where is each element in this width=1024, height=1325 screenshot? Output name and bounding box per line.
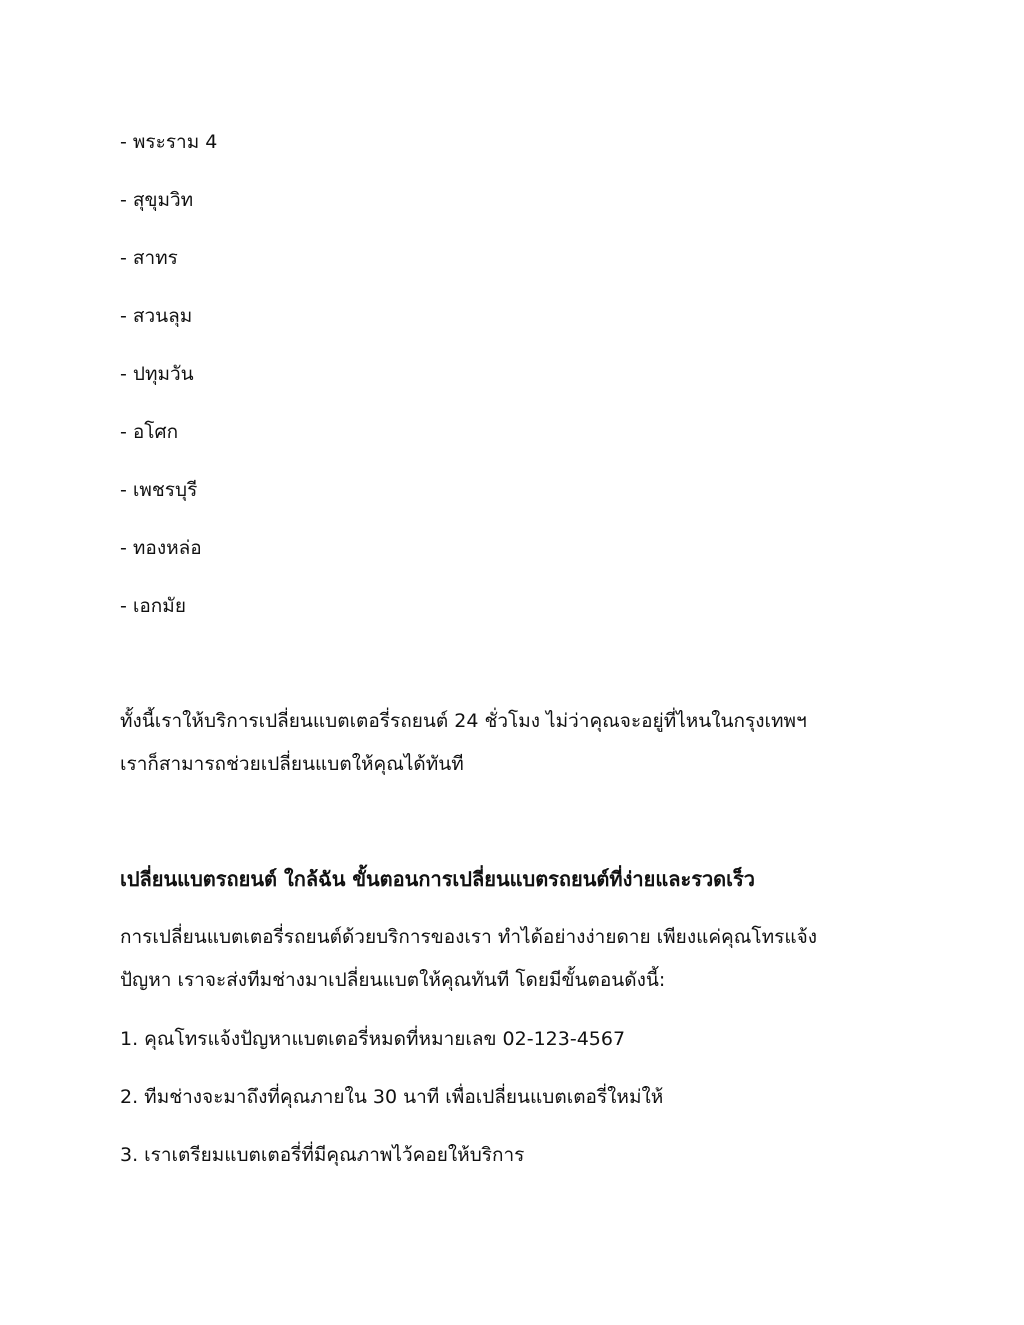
list-item-pathumwan: - ปทุมวัน (120, 363, 194, 385)
list-item-ekkamai: - เอกมัย (120, 595, 186, 617)
list-item-phetchaburi: - เพชรบุรี (120, 479, 198, 501)
section-heading: เปลี่ยนแบตรถยนต์ ใกล้ฉัน ขั้นตอนการเปลี่ยนแบตรถยนต์ที่ง่ายและรวดเร็ว (120, 867, 755, 891)
list-item-asok: - อโศก (120, 421, 179, 443)
list-item-thonglo: - ทองหล่อ (120, 537, 202, 559)
list-item-sukhumvit: - สุขุมวิท (120, 189, 194, 211)
paragraph-24h-service-line1: ทั้งนี้เราให้บริการเปลี่ยนแบตเตอรี่รถยนต์ 24 ชั่วโมง ไม่ว่าคุณจะอยู่ที่ไหนในกรุงเทพฯ (120, 710, 807, 732)
step-1: 1. คุณโทรแจ้งปัญหาแบตเตอรี่หมดที่หมายเลข 02-123-4567 (120, 1028, 626, 1050)
list-item-rama4: - พระราม 4 (120, 131, 218, 153)
paragraph-process-line2: ปัญหา เราจะส่งทีมช่างมาเปลี่ยนแบตให้คุณทันที โดยมีขั้นตอนดังนี้: (120, 969, 666, 991)
step-2: 2. ทีมช่างจะมาถึงที่คุณภายใน 30 นาที เพื่อเปลี่ยนแบตเตอรี่ใหม่ให้ (120, 1086, 664, 1108)
paragraph-process-line1: การเปลี่ยนแบตเตอรี่รถยนต์ด้วยบริการของเรา ทำได้อย่างง่ายดาย เพียงแค่คุณโทรแจ้ง (120, 926, 817, 948)
step-3: 3. เราเตรียมแบตเตอรี่ที่มีคุณภาพไว้คอยให้บริการ (120, 1144, 525, 1166)
list-item-suanlum: - สวนลุม (120, 305, 193, 327)
list-item-sathorn: - สาทร (120, 247, 178, 269)
paragraph-24h-service-line2: เราก็สามารถช่วยเปลี่ยนแบตให้คุณได้ทันที (120, 753, 464, 775)
